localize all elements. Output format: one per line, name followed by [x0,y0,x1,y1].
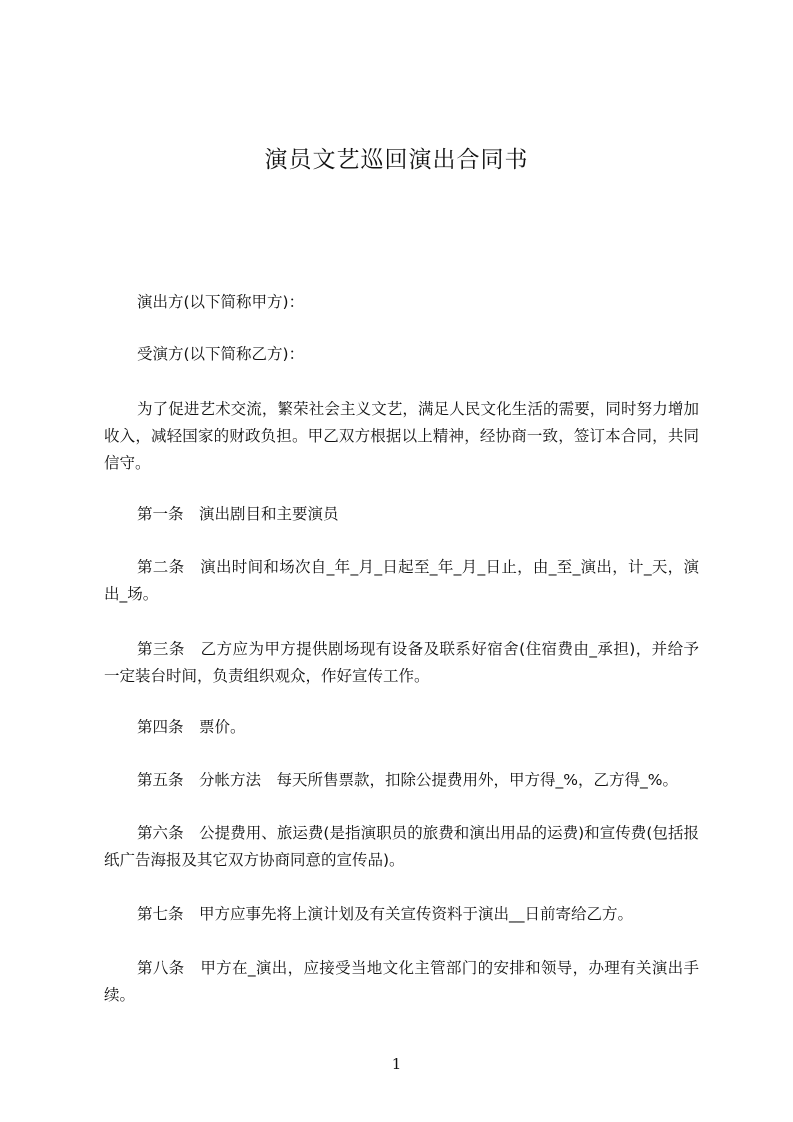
article-2: 第二条 演出时间和场次自_年_月_日起至_年_月_日止，由_至_演出，计_天，演出_场。 [104,558,699,603]
party-a-line: 演出方(以下简称甲方)： [137,293,305,311]
article-7: 第七条 甲方应事先将上演计划及有关宣传资料于演出__日前寄给乙方。 [137,905,634,923]
document-title: 演员文艺巡回演出合同书 [264,147,529,173]
article-3: 第三条 乙方应为甲方提供剧场现有设备及联系好宿舍(住宿费由_承担)，并给予一定装台时间，负责组织观众，作好宣传工作。 [104,640,699,685]
article-4: 第四条 票价。 [137,718,246,736]
party-b-line: 受演方(以下简称乙方)： [137,345,305,363]
preamble-paragraph: 为了促进艺术交流，繁荣社会主义文艺，满足人民文化生活的需要，同时努力增加收入，减轻国家的财政负担。甲乙双方根据以上精神，经协商一致，签订本合同，共同信守。 [104,400,699,472]
article-5: 第五条 分帐方法 每天所售票款，扣除公提费用外，甲方得_%，乙方得_%。 [137,771,678,789]
article-6: 第六条 公提费用、旅运费(是指演职员的旅费和演出用品的运费)和宣传费(包括报纸广告海报及其它双方协商同意的宣传品)。 [104,824,699,869]
page-number: 1 [391,1055,402,1073]
article-1: 第一条 演出剧目和主要演员 [137,505,339,523]
article-8: 第八条 甲方在_演出，应接受当地文化主管部门的安排和领导，办理有关演出手续。 [104,959,699,1004]
